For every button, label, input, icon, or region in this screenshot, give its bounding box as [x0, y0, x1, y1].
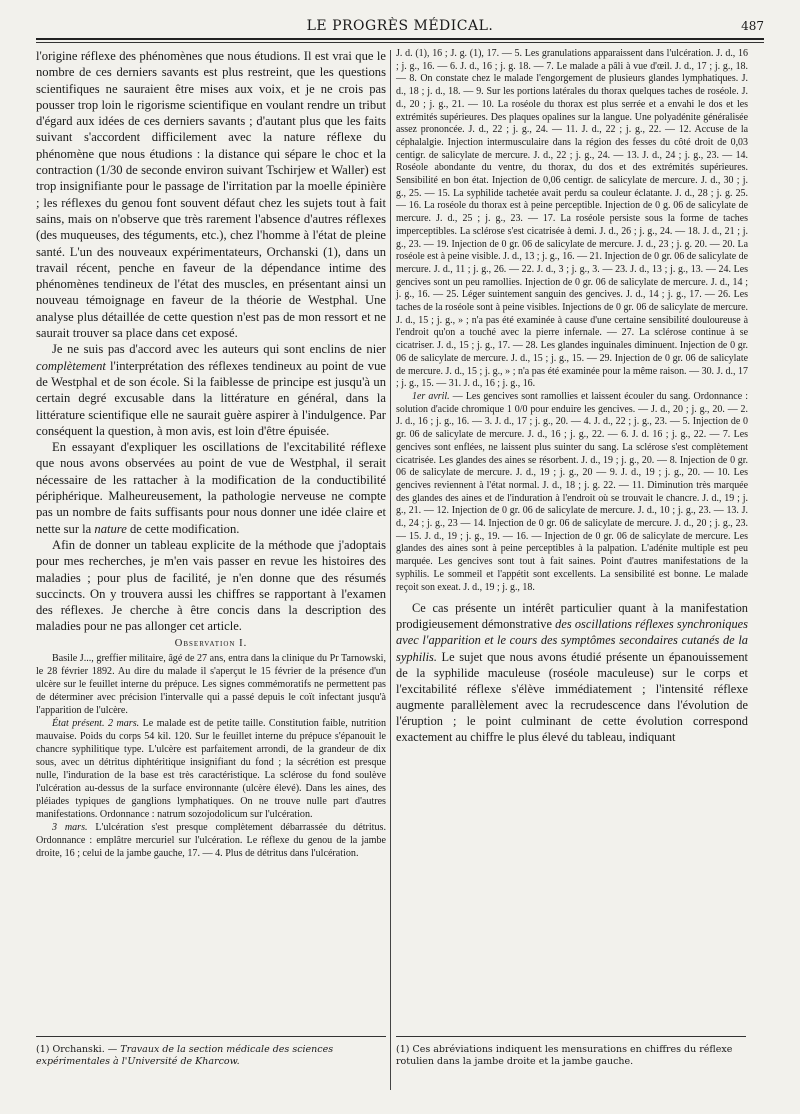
journal-title: LE PROGRÈS MÉDICAL.	[306, 18, 494, 34]
page-header	[36, 16, 764, 36]
left-paragraph-3-emphasis: nature	[94, 521, 127, 536]
observation-date-1: 2 mars.	[104, 717, 140, 729]
right-date-april: 1er avril.	[412, 390, 450, 402]
observation-paragraph-1: Basile J..., greffier militaire, âgé de 27 ans, entra dans la clinique du Pr Tarnowski, le 28 février 1892. Au dire du malade il s'aperçut le 15 février de la présence d'un ulcère sur le feuillet interne du prépuce. Les signes commémoratifs ne permettent pas de déterminer avec précision l'intervalle qui a passé depuis le coït infectant jusqu'à l'apparition de l'ulcère.	[36, 652, 386, 716]
left-paragraph-1: l'origine réflexe des phénomènes que nous étudions. Il est vrai que le nombre de ces derniers savants est plus restreint, que les questions scientifiques ne sauraient être mises aux voix, et je ne crois pas pousser trop loin le rigorisme scientifique en voulant rendre un tribut d'égard aux idées de ces derniers savants ; d'autant plus que les faits suivant s'accordent difficilement avec la nature réflexe du phénomène que nous étudions : la distance qui sépare le choc et la contraction (1/30 de seconde environ suivant Tschirjew et Waller) est trop insignifiante pour le passage de l'irritation par la moelle épinière ; les réflexes du genou font souvent défaut chez les sujets tout à fait sains, mais on n'observe que très rarement l'absence d'autres réflexes (des muqueuses, des téguments, etc.), chez l'homme à l'état de pleine santé. L'un des nouveaux expérimentateurs, Orchanski (1), dans un travail récent, penche en faveur de la dépendance intime des phénomènes tendineux de l'état des muscles, en présentant ainsi un nouveau témoignage en faveur de la théorie de Westphal. Une analyse plus détaillée de cette question n'est pas de mon ressort et ne saurait trouver sa place dans cet exposé.	[36, 49, 386, 341]
right-paragraph-3-emphasis: des oscillations réflexes synchroniques avec l'apparition et le cours des symptômes secondaires cutanés de la syphilis.	[396, 617, 749, 664]
observation-paragraph-2	[36, 717, 386, 821]
observation-paragraph-3	[36, 821, 386, 860]
observation-paragraph-3-text: L'ulcération s'est presque complètement débarrassée du détritus. Ordonnance : emplâtre mercuriel sur l'ulcération. Le réflexe du genou de la jambe droite, 16 ; celui de la jambe gauche, 17. — 4. Plus de détritus dans l'ulcération.	[36, 822, 386, 860]
left-footnote-text: (1) Orchanski. —	[36, 1044, 121, 1055]
left-paragraph-2-emphasis: complètement	[36, 358, 106, 373]
left-column	[36, 48, 386, 860]
left-paragraph-2	[36, 341, 386, 439]
left-paragraph-3	[36, 439, 386, 537]
left-footnote-rule	[36, 1036, 386, 1037]
left-footnote-title: Travaux de la section médicale des sciences expérimentales à l'Université de Kharcow.	[36, 1044, 334, 1067]
right-paragraph-3	[396, 600, 748, 745]
observation-state-label: État présent.	[52, 717, 105, 729]
right-footnote-text: (1) Ces abréviations indiquent les mensurations en chiffres du réflexe rotulien dans la jambe droite et la jambe gauche.	[396, 1044, 733, 1067]
right-paragraph-2	[396, 391, 748, 594]
right-paragraph-1: J. d. (1), 16 ; J. g. (1), 17. — 5. Les granulations apparaissent dans l'ulcération. J. d., 16 ; j. g., 16. — 6. J. d., 16 ; j. g. 18. — 7. Le malade a pâli à vue d'œil. J. d., 17 ; j. g., 18. — 8. On constate chez le malade l'engorgement de plusieurs glandes lymphatiques. J. d., 18 ; j. d., 18. — 9. Sur les portions latérales du thorax quelques taches de roséole. J. d., 20 ; j. g., 21. — 10. La roséole du thorax est plus serrée et a envahi le dos et les extrémités supérieures. Des plaques opalines sur la langue. Une polyadénite généralisée assez prononcée. J. d., 22 ; j. g., 24. — 11. J. d., 22 ; j. g., 22. — 12. Accuse de la céphalalgie. Injection intermusculaire dans la région des fesses du côté droit de 0,03 centigr. de salicylate de mercure. J. d., 22 ; j. g., 24. — 13. J. d., 24 ; j. g., 23. — 14. Roséole abondante du ventre, du thorax, du dos et des extrémités supérieures. Sensibilité en bon état. Injection de 0,06 centigr. de salicylate de mercure. J. d., 30 ; j. g., 25. — 15. La syphilide tachetée avait perdu sa couleur éclatante. J. d., 28 ; j. g. 25. — 16. La roséole du thorax est à peine perceptible. Injection de 0 g. 06 de salicylate de mercure. J. d., 25 ; j. g., 23. — 17. La roséole persiste sous la forme de taches imperceptibles. La sclérose s'est cicatrisée à demi. J. d., 26 ; j. g., 24. — 18. J. d., 21 ; j. g., 23. — 19. Injection de 0 gr. 06 de salicylate de mercure. J. d., 23 ; j. g. 20. — 20. La roséole est à peine visible. J. d., 13 ; j. g., 16. — 21. Injection de 0 gr. 06 de salicylate de mercure. J. d., 11 ; j. g., 26. — 22. J. d., 3 ; j. g., 3. — 23. J. d., 13 ; j. g., 13. — 24. Les gencives sont un peu ramollies. Injection de 0 gr. 06 de salicylate de mercure. J. d., 14 ; j. g., 16. — 25. Léger suintement sanguin des gencives. J. d., 14 ; j. g., 17. — 26. Les taches de la roséole sont à peine visibles. Injections de 0 gr. 06 de salicylate de mercure. J. d., 15 ; j. g., » ; n'a pas été examinée à cause d'une certaine sensibilité douloureuse à l'endroit qu'on a touché avec la pierre infernale. — 27. La sclérose continue à se cicatriser. J. d., 15 ; j. g., 17. — 28. Les glandes inguinales diminuent. Injection de 0 gr. 06 de salicylate de mercure. J. d., 15 ; j. g., 15. — 29. Injection de 0 gr. 06 de salicylate de mercure. J. d., 15 ; j. g., » ; n'a pas été examinée pour la même raison. — 30. J. d., 17 ; j. g., 15. — 31. J. d., 16 ; j. g., 16.	[396, 48, 748, 390]
right-footnote	[396, 1044, 748, 1068]
right-paragraph-2-text: — Les gencives sont ramollies et laissent écouler du sang. Ordonnance : solution d'acide chromique 1 0/0 pour enduire les gencives. — J. d., 20 ; j. g., 20. — 2. J. d., 16 ; j. g., 16. — 3. J. d., 17 ; j. g., 20. — 4. J. d., 22 ; j. g., 23. — 5. Injection de 0 gr. 06 de salicylate de mercure. J. d., 16 ; j. g., 22. — 6. J. d. 16 ; j. g., 22. — 7. Les gencives sont enflées, ne laissent plus suinter du sang. La sclérose s'est complètement cicatrisée. Les glandes des aines se résorbent. J. d., 19 ; j. g., 20. — 8. Injection de 0 gr. 06 de salicylate de mercure. J. d., 19 ; j. g., 20 — 9. J. d., 19 ; j. g., 20. — 10. Les gencives reviennent à l'état normal. J. d., 18 ; j. g. 22. — 11. Diminution très marquée des glandes des aines et de l'induration à l'endroit où se trouvait le chancre. J. d., 19 ; j. g., 21. — 12. Injection de 0 gr. 06 de salicylate de mercure. J. d., 10 ; j. g., 23. — 13. J. d., 24 ; j. g., 23 — 14. Injection de 0 gr. 06 de salicylate de mercure. J. d., 20 ; j. g., 23. — 15. J. d., 19 ; j. g., 19. — 16. — Injection de 0 gr. 06 de salicylate de mercure. Les glandes des aines sont à peine perceptibles à la palpation. L'adénite multiple est peu marquée. Les gencives sont tout à fait saines. Point d'autres manifestations de la syphilis. Le sommeil et l'appétit sont excellents. La sensibilité est bonne. Le malade reçoit son exeat. J. d., 19 ; j. g., 18.	[396, 390, 749, 593]
left-paragraph-4: Afin de donner un tableau explicite de la méthode que j'adoptais pour mes recherches, je m'en vais passer en revue les histoires des maladies ; pour plus de facilité, je n'en donne que des résumés succincts. On y trouvera aussi les chiffres se rapportant à l'examen des réflexes. Je cherche à être concis dans la description des maladies pour ne pas allonger cet article.	[36, 537, 386, 634]
right-footnote-rule	[396, 1036, 746, 1037]
column-divider	[390, 50, 391, 1090]
right-paragraph-3-text-b: Le sujet que nous avons étudié présente un épanouissement de la syphilide maculeuse (roséole maculeuse) sur le corps et l'excitabilité réflexe s'élève immédiatement ; l'intensité réflexe augmente parallèlement avec la recrudescence dans l'évolution de l'éruption ; le point culminant de cette évolution correspond exactement au chiffre le plus élevé du tableau, indiquant	[396, 649, 748, 744]
left-paragraph-2-text-a: Je ne suis pas d'accord avec les auteurs qui sont enclins de nier	[52, 342, 386, 357]
header-rule-thick	[36, 38, 764, 40]
right-paragraph-3-text-a: Ce cas présente un intérêt particulier quant à la manifestation prodigieusement démonstrative	[396, 601, 748, 632]
observation-paragraph-2-text: Le malade est de petite taille. Constitution faible, nutrition mauvaise. Poids du corps 54 kil. 120. Sur le feuillet interne du prépuce s'épanouit le chancre syphilitique type. L'ulcère est parfaitement arrondi, de la grandeur de dix sous, avec un détritus diphtéritique insignifiant du fond ; la sécrétion est presque nulle, l'induration de la base est très caractéristique. La sclérose du fond soulève l'ulcération au-dessus de la surface environnante (ulcère élevé). Dans les aines, des pléiades typiques de ganglions lymphatiques. On ne trouve nulle part d'autres manifestations. Ordonnance : natrum sozojodolicum sur l'ulcération.	[36, 717, 387, 821]
page-number: 487	[741, 19, 764, 33]
left-paragraph-3-text-b: de cette modification.	[126, 521, 240, 536]
left-footnote	[36, 1044, 386, 1068]
observation-title: Observation I.	[174, 637, 248, 649]
observation-date-2: 3 mars.	[52, 822, 88, 834]
left-paragraph-2-text-b: l'interprétation des réflexes tendineux au point de vue de Westphal et de son école. Si la faiblesse de principe est jusqu'à un certain degré excusable dans la littérature en général, dans la littérature scientifique elle ne saurait guère aspirer à l'indulgence. Par conséquent la question, à mon avis, est loin d'être épuisée.	[36, 358, 386, 438]
right-column	[396, 48, 748, 745]
header-rule-thin	[36, 42, 764, 43]
left-paragraph-3-text-a: En essayant d'expliquer les oscillations de l'excitabilité réflexe que nous avons observées au point de vue de Westphal, il serait nécessaire de les rattacher à la modification de la conductibilité périphérique. Malheureusement, la pathologie nerveuse ne compte pas un nombre de faits suffisants pour nous donner une idée claire et nette sur la	[36, 440, 386, 536]
